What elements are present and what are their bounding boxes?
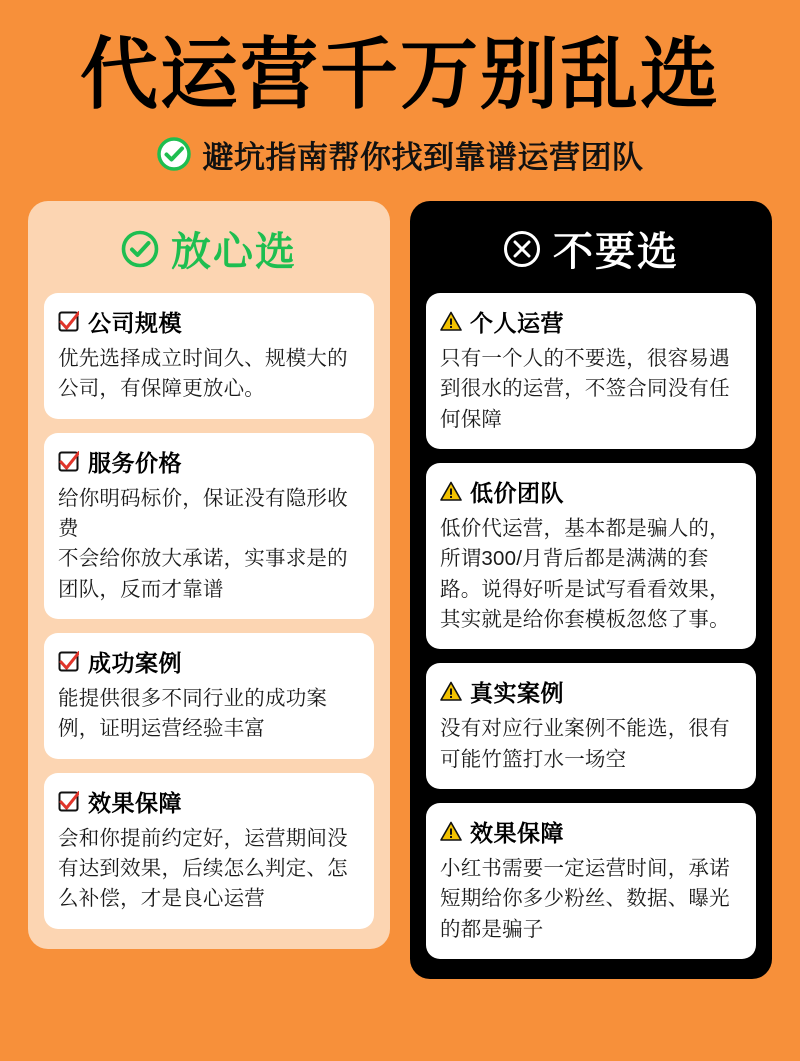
card-title-row <box>58 445 360 478</box>
card-title: 效果保障 <box>470 819 564 846</box>
card-title: 真实案例 <box>470 680 564 707</box>
card-body-line: 低价代运营，基本都是骗人的，所谓300/月背后都是满满的套路。说得好听是试写看看效果，其实就是给你套模板忽悠了事。 <box>440 516 730 631</box>
card-body <box>58 344 360 405</box>
checked-box-icon <box>58 651 79 672</box>
header <box>28 0 772 177</box>
column-recommended <box>28 201 390 949</box>
card-title-row <box>58 305 360 338</box>
card-body <box>58 824 360 915</box>
column-avoid <box>410 201 772 979</box>
warning-triangle-icon <box>440 311 461 332</box>
page-title: 代运营千万别乱选 <box>79 30 720 118</box>
warning-triangle-icon <box>440 481 461 502</box>
list-item <box>44 773 374 929</box>
warning-triangle-icon <box>440 681 461 702</box>
cross-circle-icon <box>503 230 541 268</box>
subtitle-row <box>28 132 772 177</box>
card-title-row <box>58 785 360 818</box>
card-title: 成功案例 <box>88 649 182 676</box>
column-avoid-title: 不要选 <box>553 230 679 275</box>
card-body-line: 给你明码标价，保证没有隐形收费 <box>58 486 348 540</box>
subtitle-text: 避坑指南帮你找到靠谱运营团队 <box>202 139 644 175</box>
list-item <box>44 293 374 419</box>
checked-box-icon <box>58 451 79 472</box>
column-recommended-header <box>44 219 374 279</box>
list-item <box>426 293 756 449</box>
card-title-row <box>440 475 742 508</box>
comparison-columns <box>28 201 772 979</box>
check-circle-icon <box>157 137 191 171</box>
card-body <box>58 484 360 605</box>
card-title-row <box>440 305 742 338</box>
card-title: 效果保障 <box>88 789 182 816</box>
card-title: 个人运营 <box>470 309 564 336</box>
card-body-line: 没有对应行业案例不能选，很有可能竹篮打水一场空 <box>440 717 730 771</box>
card-title: 服务价格 <box>88 449 182 476</box>
card-title: 低价团队 <box>470 479 564 506</box>
list-item <box>426 803 756 959</box>
card-body <box>58 684 360 745</box>
list-item <box>426 663 756 789</box>
card-body-line: 会和你提前约定好，运营期间没有达到效果，后续怎么判定、怎么补偿，才是良心运营 <box>58 826 348 911</box>
card-body-line: 小红书需要一定运营时间，承诺短期给你多少粉丝、数据、曝光的都是骗子 <box>440 856 730 941</box>
card-title-row <box>58 645 360 678</box>
card-body-line: 不会给你放大承诺，实事求是的团队，反而才靠谱 <box>58 547 348 601</box>
checked-box-icon <box>58 791 79 812</box>
card-body <box>440 714 742 775</box>
card-body-line: 只有一个人的不要选，很容易遇到很水的运营，不签合同没有任何保障 <box>440 346 730 431</box>
column-recommended-title: 放心选 <box>171 230 297 275</box>
card-title: 公司规模 <box>88 309 182 336</box>
list-item <box>426 463 756 649</box>
list-item <box>44 633 374 759</box>
warning-triangle-icon <box>440 821 461 842</box>
card-body-line: 能提供很多不同行业的成功案例，证明运营经验丰富 <box>58 686 328 741</box>
column-avoid-header <box>426 219 756 279</box>
card-body-line: 优先选择成立时间久、规模大的公司，有保障更放心。 <box>58 346 348 401</box>
check-circle-icon <box>121 230 159 268</box>
card-body <box>440 344 742 435</box>
card-body <box>440 854 742 945</box>
card-title-row <box>440 675 742 708</box>
card-body <box>440 514 742 635</box>
card-title-row <box>440 815 742 848</box>
list-item <box>44 433 374 619</box>
checked-box-icon <box>58 311 79 332</box>
